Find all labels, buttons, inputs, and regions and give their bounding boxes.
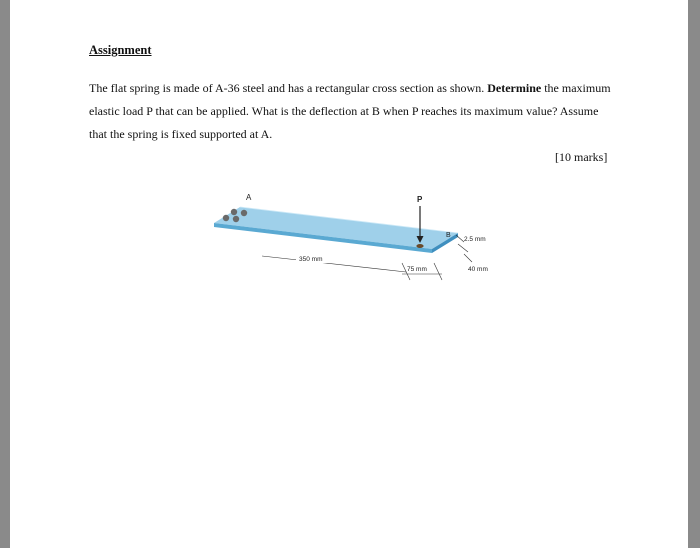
bolt bbox=[223, 215, 229, 221]
dim-line-length bbox=[262, 256, 406, 272]
label-p: P bbox=[417, 195, 423, 204]
document-page bbox=[10, 0, 688, 548]
dim-thickness-label: 2.5 mm bbox=[464, 236, 486, 243]
load-point bbox=[416, 244, 423, 248]
problem-text-part2: the maximum elastic load P that can be applied. What is the deflection at B when P reaches its maximum value? Assume that the spring is fixed supported at A. bbox=[89, 81, 611, 141]
label-b: B bbox=[446, 232, 451, 239]
dim-line-thickness bbox=[456, 235, 464, 242]
assignment-heading: Assignment bbox=[89, 43, 152, 57]
problem-text-part1: The flat spring is made of A-36 steel and has a rectangular cross section as shown. bbox=[89, 81, 488, 95]
dim-width-label: 40 mm bbox=[468, 266, 488, 273]
dim-width-ext bbox=[458, 244, 468, 252]
dim-length-label: 350 mm bbox=[299, 256, 323, 263]
flat-spring-diagram bbox=[206, 190, 516, 290]
bolt bbox=[241, 210, 247, 216]
problem-statement bbox=[89, 77, 619, 146]
bolt bbox=[233, 216, 239, 222]
dim-overhang-label: 75 mm bbox=[407, 266, 427, 273]
problem-text-bold: Determine bbox=[487, 81, 542, 95]
marks-label: [10 marks] bbox=[555, 150, 608, 164]
dim-tick bbox=[434, 263, 442, 280]
bolt bbox=[231, 209, 237, 215]
label-a: A bbox=[246, 193, 252, 202]
dim-line-width bbox=[464, 254, 472, 262]
